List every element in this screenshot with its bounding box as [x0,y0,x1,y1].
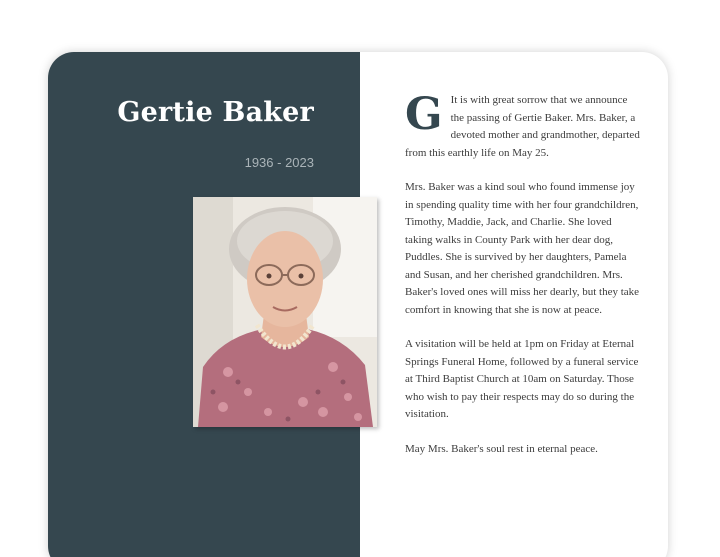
obituary-text [405,89,641,475]
portrait-photo [193,197,377,427]
paragraph-closing: May Mrs. Baker's soul rest in eternal peace. [405,442,598,455]
paragraph-intro-text: It is with great sorrow that we announce the passing of Gertie Baker. Mrs. Baker, a devoted mother and grandmother, departed from this earthly life on May 25. [405,94,640,159]
paragraph-services: A visitation will be held at 1pm on Friday at Eternal Springs Funeral Home, followed by a funeral service at Third Baptist Church at 10am on Saturday. Those who wish to pay their respects may do so during the visitation. [405,338,639,420]
obituary-card [48,52,668,557]
paragraph-family: Mrs. Baker was a kind soul who found immense joy in spending quality time with her four grandchildren, Timothy, Maddie, Jack, and Charlie. She loved taking walks in County Park with her dear dog, Puddles. She is survived by her daughters, Pamela and Susan, and her cherished grandchildren. Mrs. Baker's loved ones will miss her dearly, but they take comfort in knowing that she is now at peace. [405,181,640,316]
portrait-image [193,197,377,427]
drop-cap: G [405,89,443,140]
paragraph-intro [405,89,641,162]
life-dates: 1936 - 2023 [244,155,314,170]
deceased-name: Gertie Baker [117,97,314,128]
